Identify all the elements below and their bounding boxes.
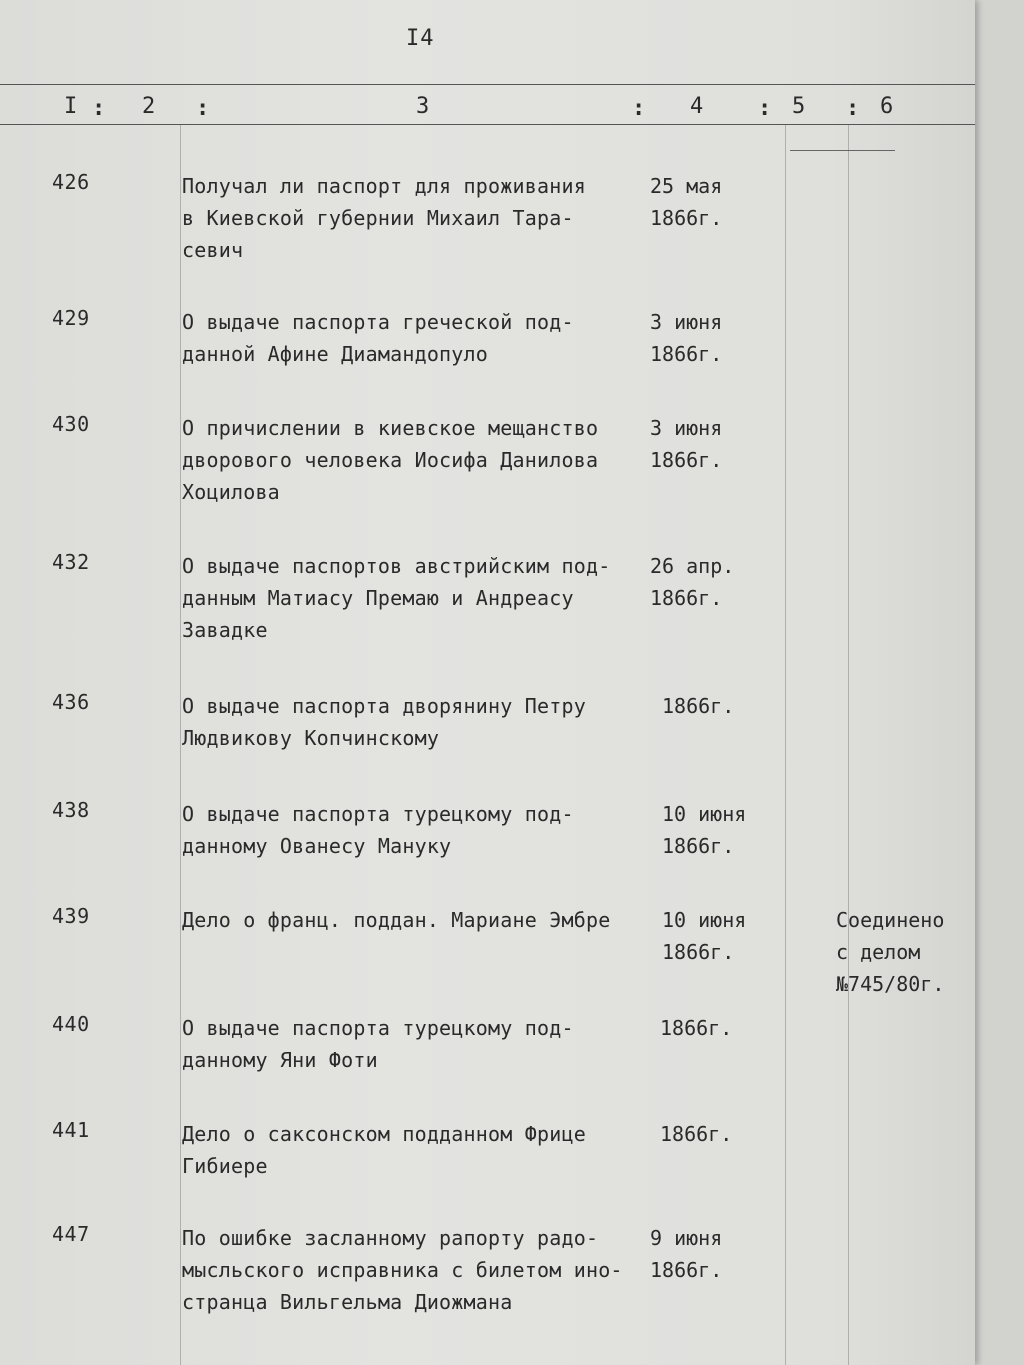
column-header-2: 2 [142, 94, 156, 119]
entry-date: 1866г. [660, 1016, 733, 1040]
column-separator: : [196, 96, 210, 121]
header-top-rule [0, 84, 975, 85]
entry-note: Соединено с делом №745/80г. [836, 908, 945, 996]
column-rule [785, 124, 786, 1365]
entry-number: 438 [52, 798, 90, 822]
entry-number: 447 [52, 1222, 90, 1246]
entry-number: 429 [52, 306, 90, 330]
entry-title: Дело о саксонском подданном Фрице Гибиере [182, 1122, 586, 1178]
entry-date: 1866г. [660, 1122, 733, 1146]
header-sub-rule [790, 150, 895, 151]
entry-title: Дело о франц. поддан. Мариане Эмбре [182, 908, 611, 932]
entry-date: 10 июня 1866г. [662, 802, 747, 858]
entry-title: Получал ли паспорт для проживания в Киевской губернии Михаил Тара- севич [182, 174, 586, 262]
entry-number: 440 [52, 1012, 90, 1036]
entry-date: 3 июня 1866г. [650, 310, 723, 366]
column-header-3: 3 [416, 94, 430, 119]
entry-title: О причислении в киевское мещанство дворового человека Иосифа Данилова Хоцилова [182, 416, 599, 504]
entry-date: 3 июня 1866г. [650, 416, 723, 472]
column-header-6: 6 [880, 94, 894, 119]
entry-number: 426 [52, 170, 90, 194]
entry-number: 441 [52, 1118, 90, 1142]
entry-number: 430 [52, 412, 90, 436]
entry-number: 432 [52, 550, 90, 574]
column-header-1: I [64, 94, 78, 119]
column-separator: : [92, 96, 106, 121]
entry-date: 26 апр. 1866г. [650, 554, 735, 610]
column-header-4: 4 [690, 94, 704, 119]
entry-title: О выдаче паспорта дворянину Петру Людвикову Копчинскому [182, 694, 586, 750]
entry-date: 1866г. [662, 694, 735, 718]
column-header-5: 5 [792, 94, 806, 119]
entry-title: О выдаче паспорта турецкому под- данному Ованесу Мануку [182, 802, 574, 858]
entry-number: 436 [52, 690, 90, 714]
entry-number: 439 [52, 904, 90, 928]
entry-title: По ошибке засланному рапорту радо- мысльского исправника с билетом ино- странца Вильгельма Диожмана [182, 1226, 623, 1314]
entry-title: О выдаче паспорта турецкому под- данному Яни Фоти [182, 1016, 574, 1072]
header-bottom-rule [0, 124, 975, 125]
column-rule [848, 124, 849, 1365]
entry-date: 25 мая 1866г. [650, 174, 723, 230]
entry-title: О выдаче паспорта греческой под- данной Афине Диамандопуло [182, 310, 574, 366]
column-separator: : [846, 96, 860, 121]
column-rule [180, 124, 181, 1365]
column-separator: : [632, 96, 646, 121]
entry-title: О выдаче паспортов австрийским под- данным Матиасу Премаю и Андреасу Завадке [182, 554, 611, 642]
entry-date: 10 июня 1866г. [662, 908, 747, 964]
page-number: I4 [406, 26, 435, 51]
entry-date: 9 июня 1866г. [650, 1226, 723, 1282]
column-separator: : [758, 96, 772, 121]
